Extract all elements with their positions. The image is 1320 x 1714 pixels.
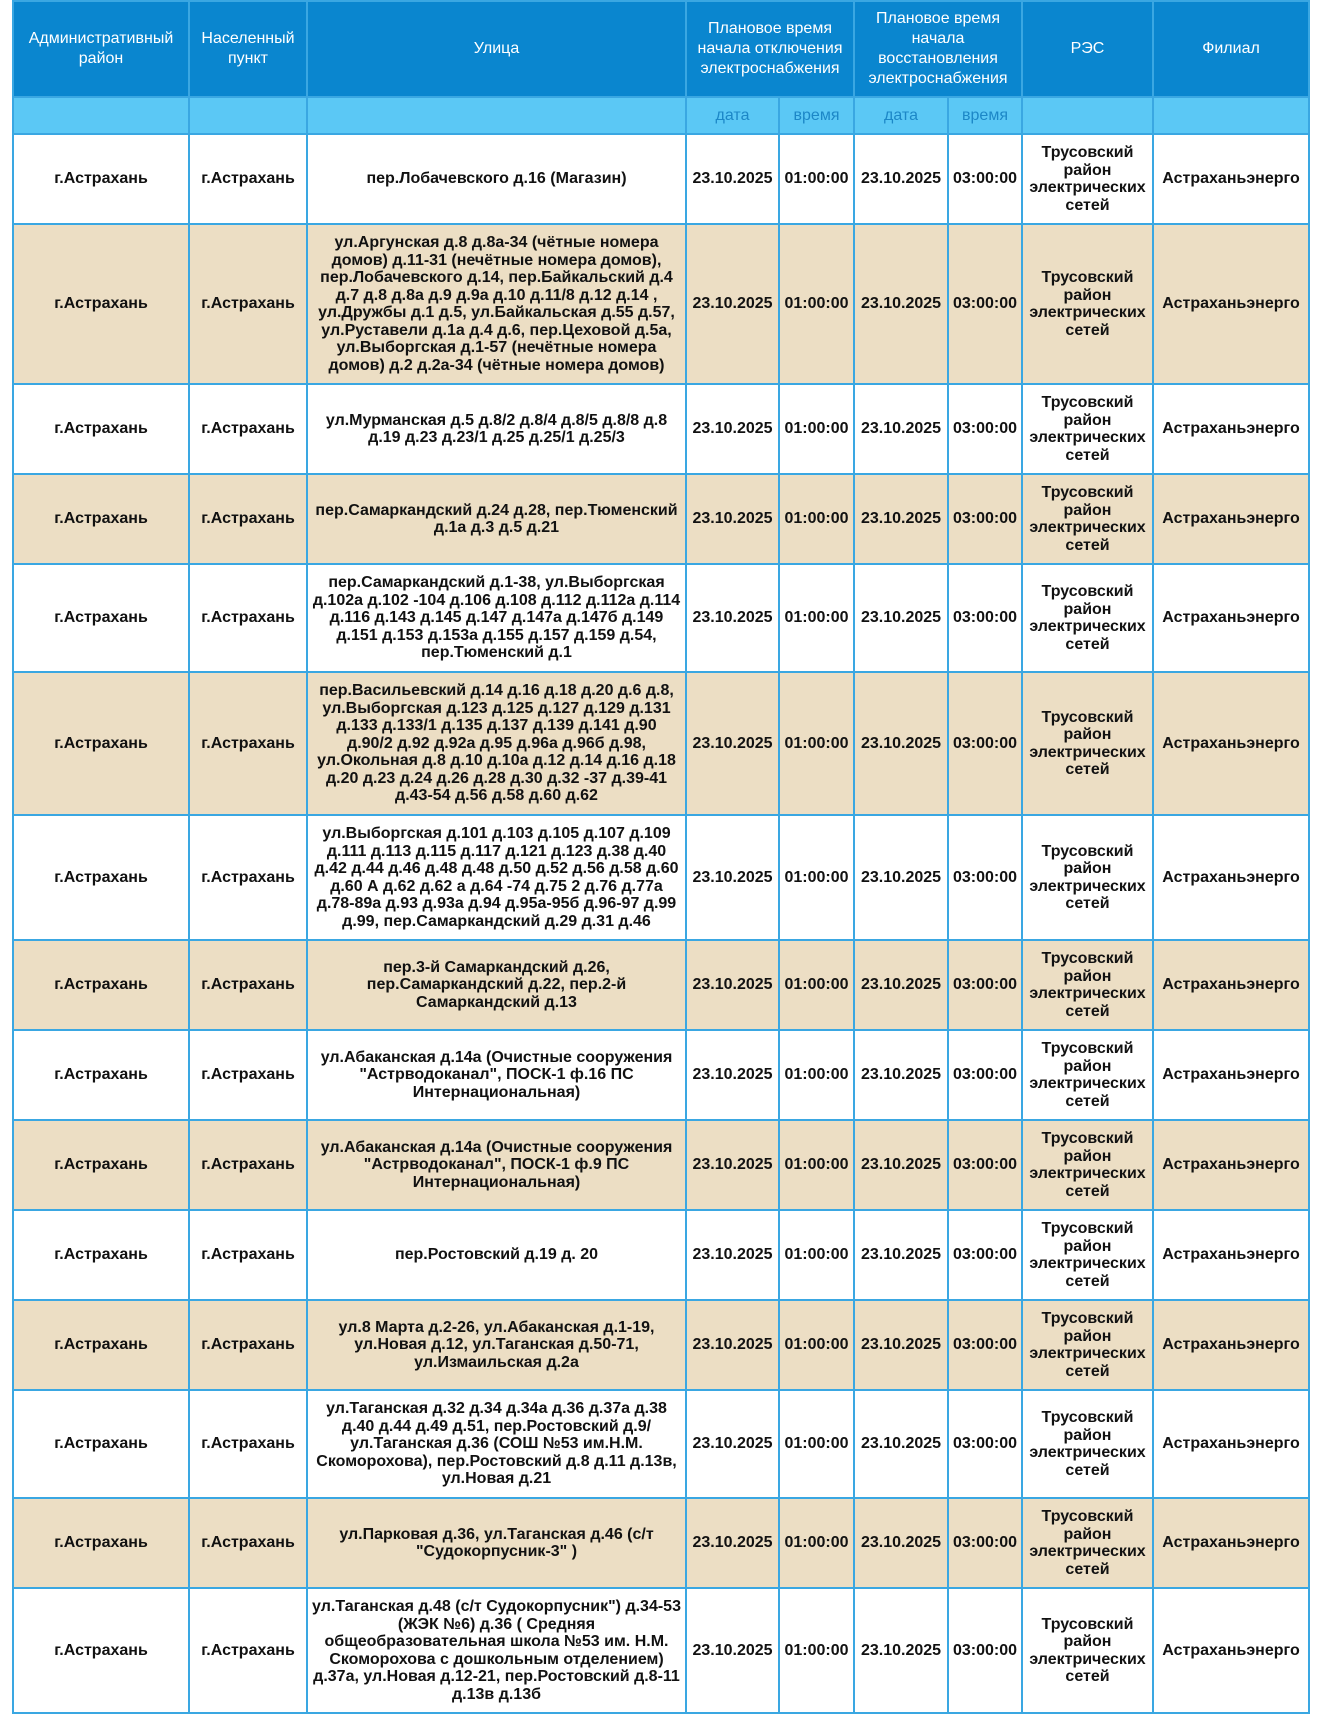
- off-time-cell: 01:00:00: [779, 1390, 854, 1498]
- res-cell: Трусовский район электрических сетей: [1022, 1030, 1153, 1120]
- on-date-cell: 23.10.2025: [854, 1588, 948, 1713]
- off-time-cell: 01:00:00: [779, 1498, 854, 1588]
- table-row: [13, 815, 1309, 940]
- res-cell: Трусовский район электрических сетей: [1022, 1120, 1153, 1210]
- district-cell: г.Астрахань: [13, 672, 189, 815]
- on-time-cell: 03:00:00: [948, 564, 1022, 672]
- branch-cell: Астраханьэнерго: [1153, 224, 1309, 384]
- res-cell: Трусовский район электрических сетей: [1022, 1210, 1153, 1300]
- off-date-cell: 23.10.2025: [686, 564, 779, 672]
- off-time-cell: 01:00:00: [779, 224, 854, 384]
- branch-cell: Астраханьэнерго: [1153, 815, 1309, 940]
- off-time-cell: 01:00:00: [779, 134, 854, 224]
- district-cell: г.Астрахань: [13, 815, 189, 940]
- district-cell: г.Астрахань: [13, 564, 189, 672]
- res-cell: Трусовский район электрических сетей: [1022, 672, 1153, 815]
- on-time-cell: 03:00:00: [948, 672, 1022, 815]
- on-time-cell: 03:00:00: [948, 474, 1022, 564]
- district-cell: г.Астрахань: [13, 474, 189, 564]
- table-row: [13, 1120, 1309, 1210]
- on-date-cell: 23.10.2025: [854, 815, 948, 940]
- branch-cell: Астраханьэнерго: [1153, 1498, 1309, 1588]
- on-date-cell: 23.10.2025: [854, 1120, 948, 1210]
- subheader-empty: [13, 97, 189, 134]
- off-date-cell: 23.10.2025: [686, 940, 779, 1030]
- col-street-header: Улица: [307, 1, 686, 97]
- street-cell: ул.8 Марта д.2-26, ул.Абаканская д.1-19, ул.Новая д.12, ул.Таганская д.50-71, ул.Измаильская д.2а: [307, 1300, 686, 1390]
- res-cell: Трусовский район электрических сетей: [1022, 1300, 1153, 1390]
- district-cell: г.Астрахань: [13, 1030, 189, 1120]
- branch-cell: Астраханьэнерго: [1153, 1390, 1309, 1498]
- on-date-cell: 23.10.2025: [854, 1300, 948, 1390]
- table-row: [13, 564, 1309, 672]
- off-date-cell: 23.10.2025: [686, 224, 779, 384]
- district-cell: г.Астрахань: [13, 1498, 189, 1588]
- branch-cell: Астраханьэнерго: [1153, 564, 1309, 672]
- district-cell: г.Астрахань: [13, 1120, 189, 1210]
- off-date-cell: 23.10.2025: [686, 1300, 779, 1390]
- off-time-cell: 01:00:00: [779, 672, 854, 815]
- on-date-cell: 23.10.2025: [854, 474, 948, 564]
- subheader-empty: [307, 97, 686, 134]
- street-cell: ул.Парковая д.36, ул.Таганская д.46 (с/т "Судокорпусник-3" ): [307, 1498, 686, 1588]
- subheader-on-time: время: [948, 97, 1022, 134]
- locality-cell: г.Астрахань: [189, 1498, 307, 1588]
- street-cell: пер.3-й Самаркандский д.26, пер.Самаркандский д.22, пер.2-й Самаркандский д.13: [307, 940, 686, 1030]
- res-cell: Трусовский район электрических сетей: [1022, 224, 1153, 384]
- locality-cell: г.Астрахань: [189, 1210, 307, 1300]
- subheader-off-date: дата: [686, 97, 779, 134]
- off-date-cell: 23.10.2025: [686, 1120, 779, 1210]
- table-row: [13, 1210, 1309, 1300]
- col-restore-time-header: Плановое время начала восстановления электроснабжения: [854, 1, 1022, 97]
- off-date-cell: 23.10.2025: [686, 672, 779, 815]
- subheader-empty: [1022, 97, 1153, 134]
- off-date-cell: 23.10.2025: [686, 815, 779, 940]
- locality-cell: г.Астрахань: [189, 815, 307, 940]
- on-date-cell: 23.10.2025: [854, 134, 948, 224]
- res-cell: Трусовский район электрических сетей: [1022, 940, 1153, 1030]
- subheader-empty: [1153, 97, 1309, 134]
- table-row: [13, 1390, 1309, 1498]
- on-date-cell: 23.10.2025: [854, 564, 948, 672]
- col-branch-header: Филиал: [1153, 1, 1309, 97]
- branch-cell: Астраханьэнерго: [1153, 1588, 1309, 1713]
- table-row: [13, 1498, 1309, 1588]
- branch-cell: Астраханьэнерго: [1153, 940, 1309, 1030]
- on-time-cell: 03:00:00: [948, 1588, 1022, 1713]
- col-locality-header: Населенный пункт: [189, 1, 307, 97]
- on-time-cell: 03:00:00: [948, 1390, 1022, 1498]
- off-date-cell: 23.10.2025: [686, 1588, 779, 1713]
- table-row: [13, 1588, 1309, 1713]
- table-row: [13, 384, 1309, 474]
- street-cell: пер.Самаркандский д.1-38, ул.Выборгская д.102а д.102 -104 д.106 д.108 д.112 д.112а д.114 д.116 д.143 д.145 д.147 д.147а д.147б д.149 д.151 д.153 д.153а д.155 д.157 д.159 д.54, пер.Тюменский д.1: [307, 564, 686, 672]
- off-date-cell: 23.10.2025: [686, 474, 779, 564]
- on-time-cell: 03:00:00: [948, 1030, 1022, 1120]
- street-cell: пер.Самаркандский д.24 д.28, пер.Тюменский д.1а д.3 д.5 д.21: [307, 474, 686, 564]
- locality-cell: г.Астрахань: [189, 1588, 307, 1713]
- locality-cell: г.Астрахань: [189, 134, 307, 224]
- locality-cell: г.Астрахань: [189, 224, 307, 384]
- off-time-cell: 01:00:00: [779, 940, 854, 1030]
- district-cell: г.Астрахань: [13, 940, 189, 1030]
- res-cell: Трусовский район электрических сетей: [1022, 815, 1153, 940]
- off-time-cell: 01:00:00: [779, 815, 854, 940]
- res-cell: Трусовский район электрических сетей: [1022, 1588, 1153, 1713]
- header-row: [13, 1, 1309, 97]
- on-time-cell: 03:00:00: [948, 1210, 1022, 1300]
- subheader-off-time: время: [779, 97, 854, 134]
- res-cell: Трусовский район электрических сетей: [1022, 384, 1153, 474]
- off-time-cell: 01:00:00: [779, 1030, 854, 1120]
- district-cell: г.Астрахань: [13, 1588, 189, 1713]
- col-district-header: Административный район: [13, 1, 189, 97]
- on-time-cell: 03:00:00: [948, 815, 1022, 940]
- district-cell: г.Астрахань: [13, 224, 189, 384]
- table-row: [13, 940, 1309, 1030]
- branch-cell: Астраханьэнерго: [1153, 384, 1309, 474]
- subheader-empty: [189, 97, 307, 134]
- on-date-cell: 23.10.2025: [854, 1030, 948, 1120]
- col-off-time-header: Плановое время начала отключения электроснабжения: [686, 1, 854, 97]
- branch-cell: Астраханьэнерго: [1153, 1030, 1309, 1120]
- off-date-cell: 23.10.2025: [686, 1390, 779, 1498]
- off-date-cell: 23.10.2025: [686, 134, 779, 224]
- table-row: [13, 474, 1309, 564]
- table-row: [13, 1300, 1309, 1390]
- on-date-cell: 23.10.2025: [854, 384, 948, 474]
- street-cell: ул.Выборгская д.101 д.103 д.105 д.107 д.109 д.111 д.113 д.115 д.117 д.121 д.123 д.38 д.40 д.42 д.44 д.46 д.48 д.48 д.50 д.52 д.56 д.58 д.60 д.60 А д.62 д.62 а д.64 -74 д.75 2 д.76 д.77а д.78-89а д.93 д.93а д.94 д.95а-95б д.96-97 д.99 д.99, пер.Самаркандский д.29 д.31 д.46: [307, 815, 686, 940]
- street-cell: ул.Таганская д.48 (с/т Судокорпусник") д.34-53 (ЖЭК №6) д.36 ( Средняя общеобразовательная школа №53 им. Н.М. Скоморохова с дошкольным отделением) д.37а, ул.Новая д.12-21, пер.Ростовский д.8-11 д.13в д.13б: [307, 1588, 686, 1713]
- street-cell: ул.Таганская д.32 д.34 д.34а д.36 д.37а д.38 д.40 д.44 д.49 д.51, пер.Ростовский д.9/ ул.Таганская д.36 (СОШ №53 им.Н.М. Скоморохова), пер.Ростовский д.8 д.11 д.13в, ул.Новая д.21: [307, 1390, 686, 1498]
- locality-cell: г.Астрахань: [189, 1390, 307, 1498]
- street-cell: ул.Аргунская д.8 д.8а-34 (чётные номера домов) д.11-31 (нечётные номера домов), пер.Лобачевского д.14, пер.Байкальский д.4 д.7 д.8 д.8а д.9 д.9а д.10 д.11/8 д.12 д.14 , ул.Дружбы д.1 д.5, ул.Байкальская д.55 д.57, ул.Руставели д.1а д.4 д.6, пер.Цеховой д.5а, ул.Выборгская д.1-57 (нечётные номера домов) д.2 д.2а-34 (чётные номера домов): [307, 224, 686, 384]
- off-date-cell: 23.10.2025: [686, 384, 779, 474]
- branch-cell: Астраханьэнерго: [1153, 672, 1309, 815]
- on-date-cell: 23.10.2025: [854, 672, 948, 815]
- street-cell: пер.Васильевский д.14 д.16 д.18 д.20 д.6 д.8, ул.Выборгская д.123 д.125 д.127 д.129 д.131 д.133 д.133/1 д.135 д.137 д.139 д.141 д.90 д.90/2 д.92 д.92а д.95 д.96а д.96б д.98, ул.Окольная д.8 д.10 д.10а д.12 д.14 д.16 д.18 д.20 д.23 д.24 д.26 д.28 д.30 д.32 -37 д.39-41 д.43-54 д.56 д.58 д.60 д.62: [307, 672, 686, 815]
- off-time-cell: 01:00:00: [779, 1300, 854, 1390]
- branch-cell: Астраханьэнерго: [1153, 1120, 1309, 1210]
- on-time-cell: 03:00:00: [948, 134, 1022, 224]
- locality-cell: г.Астрахань: [189, 672, 307, 815]
- locality-cell: г.Астрахань: [189, 564, 307, 672]
- on-date-cell: 23.10.2025: [854, 1390, 948, 1498]
- subheader-row: [13, 97, 1309, 134]
- table-row: [13, 1030, 1309, 1120]
- branch-cell: Астраханьэнерго: [1153, 134, 1309, 224]
- on-date-cell: 23.10.2025: [854, 224, 948, 384]
- district-cell: г.Астрахань: [13, 134, 189, 224]
- off-date-cell: 23.10.2025: [686, 1210, 779, 1300]
- on-date-cell: 23.10.2025: [854, 1498, 948, 1588]
- res-cell: Трусовский район электрических сетей: [1022, 564, 1153, 672]
- res-cell: Трусовский район электрических сетей: [1022, 134, 1153, 224]
- table-row: [13, 672, 1309, 815]
- locality-cell: г.Астрахань: [189, 940, 307, 1030]
- on-time-cell: 03:00:00: [948, 1300, 1022, 1390]
- district-cell: г.Астрахань: [13, 384, 189, 474]
- res-cell: Трусовский район электрических сетей: [1022, 1498, 1153, 1588]
- street-cell: пер.Ростовский д.19 д. 20: [307, 1210, 686, 1300]
- res-cell: Трусовский район электрических сетей: [1022, 474, 1153, 564]
- subheader-on-date: дата: [854, 97, 948, 134]
- off-time-cell: 01:00:00: [779, 1210, 854, 1300]
- off-time-cell: 01:00:00: [779, 384, 854, 474]
- off-time-cell: 01:00:00: [779, 564, 854, 672]
- locality-cell: г.Астрахань: [189, 1300, 307, 1390]
- on-date-cell: 23.10.2025: [854, 1210, 948, 1300]
- on-time-cell: 03:00:00: [948, 224, 1022, 384]
- district-cell: г.Астрахань: [13, 1390, 189, 1498]
- on-time-cell: 03:00:00: [948, 1498, 1022, 1588]
- branch-cell: Астраханьэнерго: [1153, 1300, 1309, 1390]
- locality-cell: г.Астрахань: [189, 1120, 307, 1210]
- street-cell: ул.Мурманская д.5 д.8/2 д.8/4 д.8/5 д.8/8 д.8 д.19 д.23 д.23/1 д.25 д.25/1 д.25/3: [307, 384, 686, 474]
- street-cell: ул.Абаканская д.14а (Очистные сооружения "Астрводоканал", ПОСК-1 ф.9 ПС Интернациональная): [307, 1120, 686, 1210]
- off-date-cell: 23.10.2025: [686, 1030, 779, 1120]
- outage-schedule-table: [12, 0, 1310, 1714]
- table-row: [13, 224, 1309, 384]
- on-date-cell: 23.10.2025: [854, 940, 948, 1030]
- locality-cell: г.Астрахань: [189, 384, 307, 474]
- street-cell: пер.Лобачевского д.16 (Магазин): [307, 134, 686, 224]
- on-time-cell: 03:00:00: [948, 940, 1022, 1030]
- on-time-cell: 03:00:00: [948, 384, 1022, 474]
- off-date-cell: 23.10.2025: [686, 1498, 779, 1588]
- off-time-cell: 01:00:00: [779, 474, 854, 564]
- on-time-cell: 03:00:00: [948, 1120, 1022, 1210]
- off-time-cell: 01:00:00: [779, 1120, 854, 1210]
- district-cell: г.Астрахань: [13, 1300, 189, 1390]
- res-cell: Трусовский район электрических сетей: [1022, 1390, 1153, 1498]
- col-res-header: РЭС: [1022, 1, 1153, 97]
- district-cell: г.Астрахань: [13, 1210, 189, 1300]
- locality-cell: г.Астрахань: [189, 474, 307, 564]
- table-row: [13, 134, 1309, 224]
- branch-cell: Астраханьэнерго: [1153, 474, 1309, 564]
- locality-cell: г.Астрахань: [189, 1030, 307, 1120]
- branch-cell: Астраханьэнерго: [1153, 1210, 1309, 1300]
- off-time-cell: 01:00:00: [779, 1588, 854, 1713]
- street-cell: ул.Абаканская д.14а (Очистные сооружения "Астрводоканал", ПОСК-1 ф.16 ПС Интернациональная): [307, 1030, 686, 1120]
